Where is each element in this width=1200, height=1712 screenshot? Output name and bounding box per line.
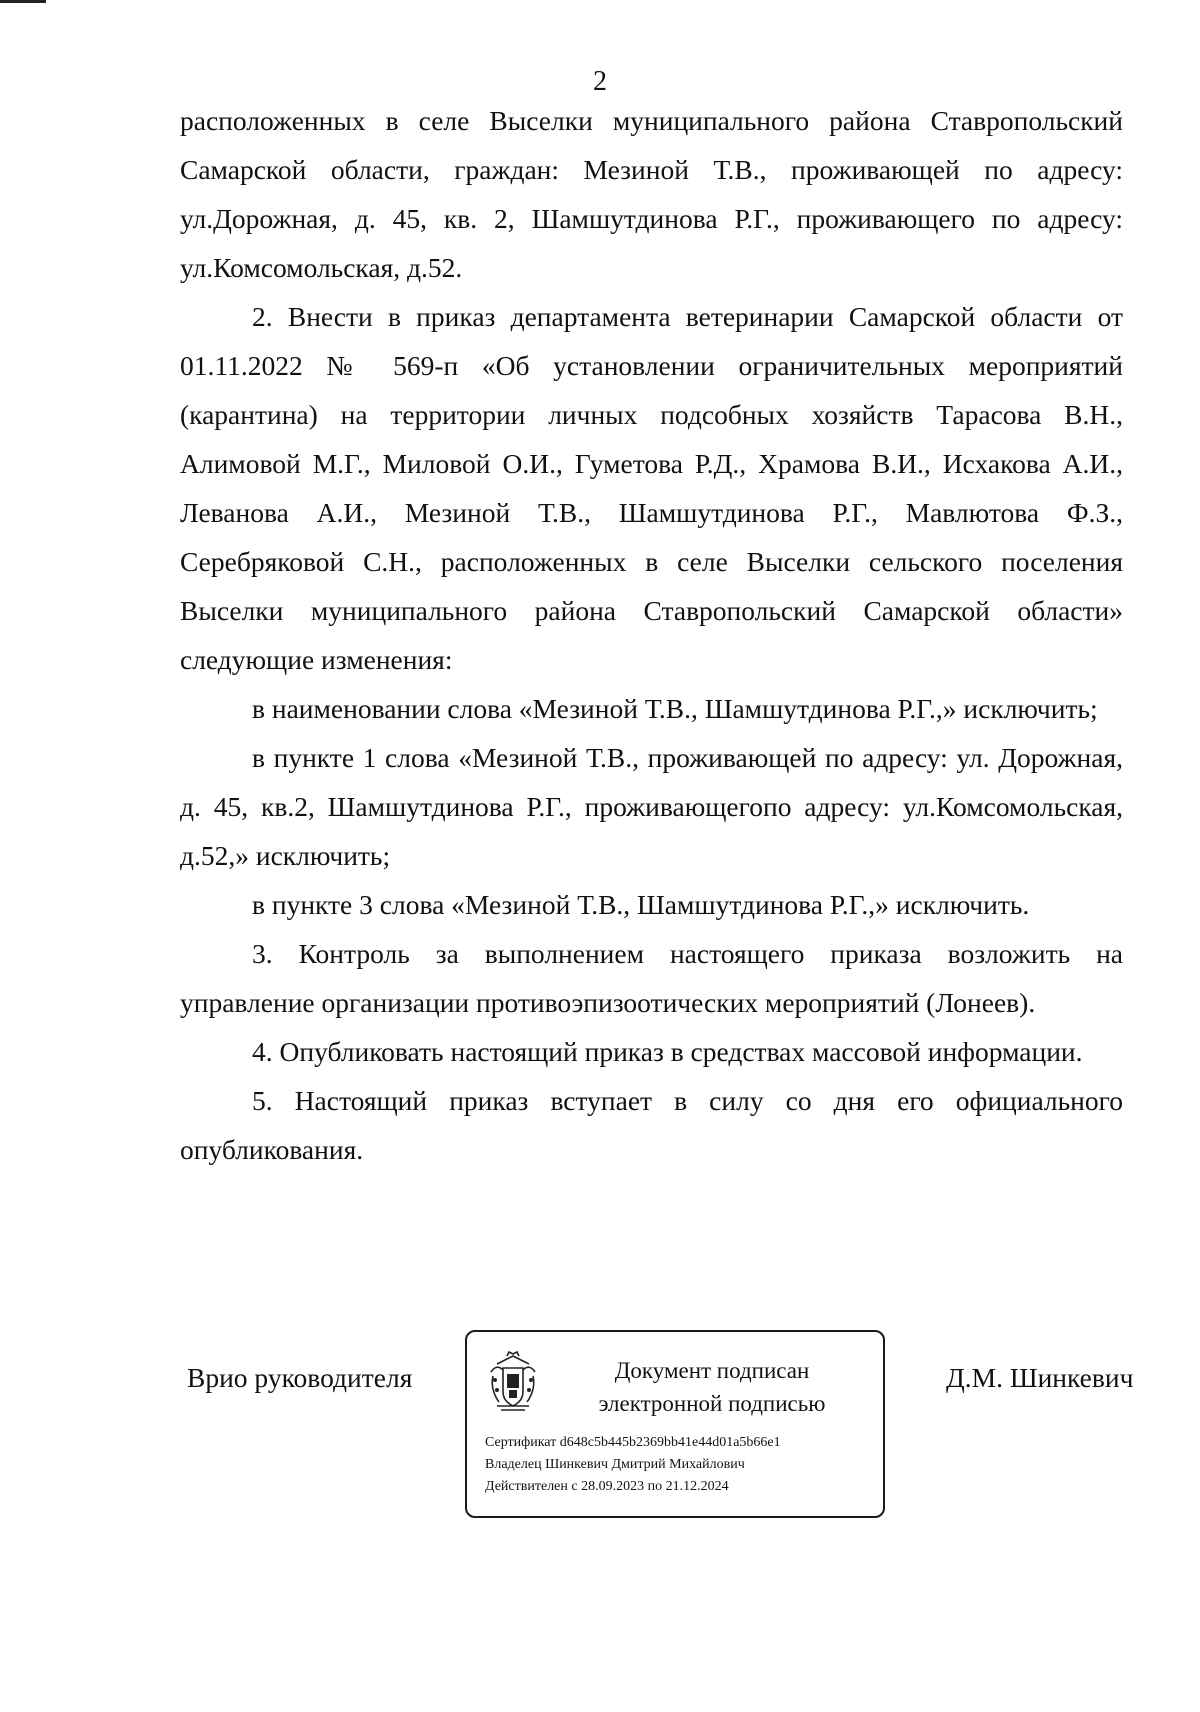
stamp-owner: Владелец Шинкевич Дмитрий Михайлович (485, 1457, 745, 1472)
paragraph-change-point-1: в пункте 1 слова «Мезиной Т.В., проживающей по адресу: ул. Дорожная, д. 45, кв.2, Шамшутдинова Р.Г., проживающегопо адресу: ул.Комсомольская, д.52,» исключить; (180, 742, 1123, 871)
stamp-heading (567, 1354, 857, 1420)
signature-block (0, 1330, 1200, 1520)
paragraph-continuation: расположенных в селе Выселки муниципального района Ставропольский Самарской области, граждан: Мезиной Т.В., проживающей по адресу: ул.Дорожная, д. 45, кв. 2, Шамшутдинова Р.Г., проживающего по адресу: ул.Комсомольская, д.52. (180, 105, 1123, 283)
paragraph-item-5: 5. Настоящий приказ вступает в силу со дня его официального опубликования. (180, 1085, 1123, 1165)
paragraph-change-title: в наименовании слова «Мезиной Т.В., Шамшутдинова Р.Г.,» исключить; (252, 693, 1098, 724)
electronic-signature-stamp (465, 1330, 885, 1518)
stamp-validity: Действителен с 28.09.2023 по 21.12.2024 (485, 1479, 729, 1494)
stamp-heading-line-2: электронной подписью (598, 1391, 826, 1416)
page-number: 2 (593, 66, 607, 97)
signer-name: Д.М. Шинкевич (946, 1362, 1134, 1393)
scan-corner-mark (0, 0, 46, 3)
paragraph-item-4: 4. Опубликовать настоящий приказ в средствах массовой информации. (252, 1036, 1083, 1067)
stamp-certificate: Сертификат d648c5b445b2369bb41e44d01a5b66e1 (485, 1435, 781, 1450)
document-body (180, 96, 1123, 1174)
signer-title: Врио руководителя (187, 1362, 413, 1393)
stamp-details (485, 1432, 781, 1498)
paragraph-item-3: 3. Контроль за выполнением настоящего приказа возложить на управление организации противоэпизоотических мероприятий (Лонеев). (180, 938, 1123, 1018)
stamp-heading-line-1: Документ подписан (614, 1358, 810, 1383)
coat-of-arms-icon (487, 1350, 539, 1414)
paragraph-item-2: 2. Внести в приказ департамента ветеринарии Самарской области от 01.11.2022 № 569-п «Об установлении ограничительных мероприятий (карантина) на территории личных подсобных хозяйств Тарасова В.Н., Алимовой М.Г., Миловой О.И., Гуметова Р.Д., Храмова В.И., Исхакова А.И., Леванова А.И., Мезиной Т.В., Шамшутдинова Р.Г., Мавлютова Ф.З., Серебряковой С.Н., расположенных в селе Выселки сельского поселения Выселки муниципального района Ставропольский Самарской области» следующие изменения: (180, 301, 1123, 675)
paragraph-change-point-3: в пункте 3 слова «Мезиной Т.В., Шамшутдинова Р.Г.,» исключить. (252, 889, 1030, 920)
